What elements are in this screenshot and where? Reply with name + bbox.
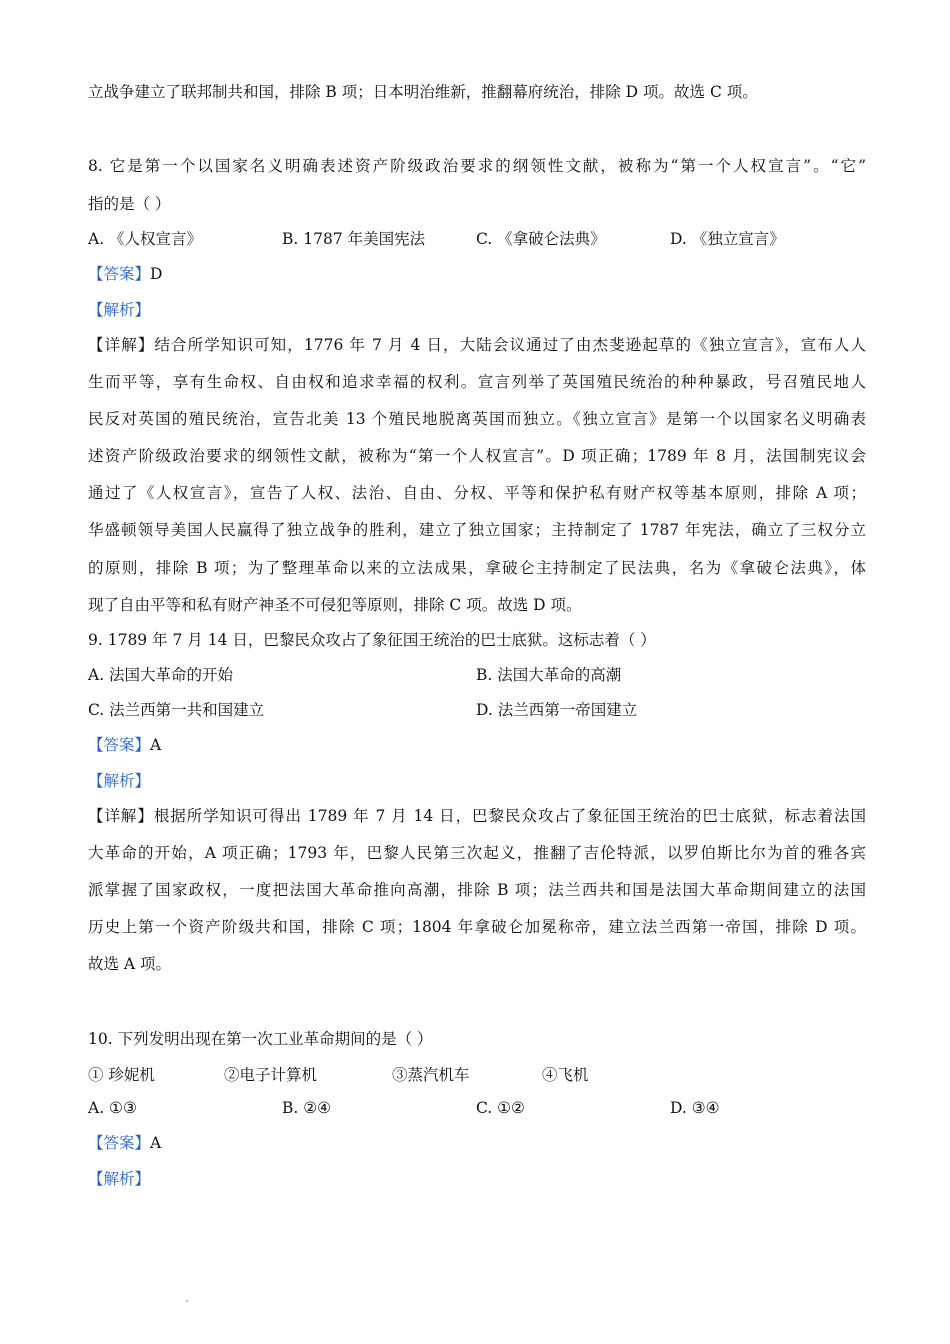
q8-answer: [88, 264, 162, 284]
q8-option-b: B. 1787 年美国宪法: [282, 230, 426, 248]
answer-tag: 【答案】: [88, 265, 151, 283]
q8-detail-line8: 现了自由平等和私有财产神圣不可侵犯等原则，排除 C 项。故选 D 项。: [88, 596, 582, 614]
answer-value: A: [150, 736, 162, 754]
q10-stem: 10. 下列发明出现在第一次工业革命期间的是（ ）: [88, 1030, 433, 1048]
detail-text: 结合所学知识可知，1776 年 7 月 4 日，大陆会议通过了由杰斐逊起草的《独立宣言》，宣布人人: [154, 336, 866, 354]
q10-option-a: A. ①③: [88, 1099, 137, 1117]
q9-detail-line5: 故选 A 项。: [88, 955, 172, 973]
q10-option-b: B. ②④: [282, 1099, 332, 1117]
q10-item-3: ③蒸汽机车: [392, 1066, 470, 1084]
q9-option-a: A. 法国大革命的开始: [88, 666, 234, 684]
answer-value: A: [150, 1134, 162, 1152]
q10-answer: [88, 1133, 161, 1153]
q8-detail-line5: 通过了《人权宣言》，宣告了人权、法治、自由、分权、平等和保护私有财产权等基本原则，排除 A 项；: [88, 484, 866, 502]
q8-detail-line2: 生而平等，享有生命权、自由权和追求幸福的权利。宣言列举了英国殖民统治的种种暴政，号召殖民地人: [88, 373, 866, 391]
answer-value: D: [150, 265, 163, 283]
continued-paragraph: 立战争建立了联邦制共和国，排除 B 项；日本明治维新，推翻幕府统治，排除 D 项。故选 C 项。: [88, 83, 758, 101]
q8-detail-line1: [88, 335, 866, 355]
q9-detail-line3: 派掌握了国家政权，一度把法国大革命推向高潮，排除 B 项；法兰西共和国是法国大革命期间建立的法国: [88, 881, 866, 899]
q8-option-c: C. 《拿破仑法典》: [476, 230, 606, 248]
answer-tag: 【答案】: [88, 1134, 151, 1152]
q10-option-d: D. ③④: [670, 1099, 720, 1117]
q8-detail-line3: 民反对英国的殖民统治，宣告北美 13 个殖民地脱离英国而独立。《独立宣言》是第一个以国家名义明确表: [88, 410, 866, 428]
detail-tag: 【详解】: [88, 336, 155, 354]
q8-analysis-tag: 【解析】: [88, 301, 151, 319]
q8-option-d: D. 《独立宣言》: [670, 230, 785, 248]
q10-analysis-tag: 【解析】: [88, 1170, 151, 1188]
q10-item-1: ① 珍妮机: [88, 1066, 155, 1084]
q8-detail-line6: 华盛顿领导美国人民赢得了独立战争的胜利，建立了独立国家；主持制定了 1787 年宪法，确立了三权分立: [88, 521, 866, 539]
q9-analysis-tag: 【解析】: [88, 772, 151, 790]
q10-item-4: ④飞机: [542, 1066, 589, 1084]
q8-detail-line7: 的原则，排除 B 项；为了整理革命以来的立法成果，拿破仑主持制定了民法典，名为《拿破仑法典》，体: [88, 559, 866, 577]
answer-tag: 【答案】: [88, 736, 151, 754]
q9-option-d: D. 法兰西第一帝国建立: [476, 701, 638, 719]
q9-answer: [88, 735, 161, 755]
q8-option-a: A. 《人权宣言》: [88, 230, 203, 248]
q9-detail-line2: 大革命的开始，A 项正确；1793 年，巴黎人民第三次起义，推翻了吉伦特派，以罗伯斯比尔为首的雅各宾: [88, 844, 866, 862]
q8-stem-line1: 8. 它是第一个以国家名义明确表述资产阶级政治要求的纲领性文献，被称为“第一个人权宣言”。“它”: [88, 157, 866, 175]
q8-stem-line2: 指的是（ ）: [88, 195, 171, 213]
q9-detail-line4: 历史上第一个资产阶级共和国，排除 C 项；1804 年拿破仑加冕称帝，建立法兰西第一帝国，排除 D 项。: [88, 918, 866, 936]
q10-item-2: ②电子计算机: [224, 1066, 318, 1084]
q9-option-b: B. 法国大革命的高潮: [476, 666, 622, 684]
scan-speck: [186, 1300, 188, 1302]
q9-stem: 9. 1789 年 7 月 14 日，巴黎民众攻占了象征国王统治的巴士底狱。这标志着（ ）: [88, 631, 656, 649]
q9-option-c: C. 法兰西第一共和国建立: [88, 701, 265, 719]
q9-detail-line1: [88, 806, 866, 826]
detail-tag: 【详解】: [88, 807, 154, 825]
detail-text: 根据所学知识可得出 1789 年 7 月 14 日，巴黎民众攻占了象征国王统治的巴士底狱，标志着法国: [153, 807, 866, 825]
q8-detail-line4: 述资产阶级政治要求的纲领性文献，被称为“第一个人权宣言”。D 项正确；1789 年 8 月，法国制宪议会: [88, 447, 866, 465]
q10-option-c: C. ①②: [476, 1099, 525, 1117]
